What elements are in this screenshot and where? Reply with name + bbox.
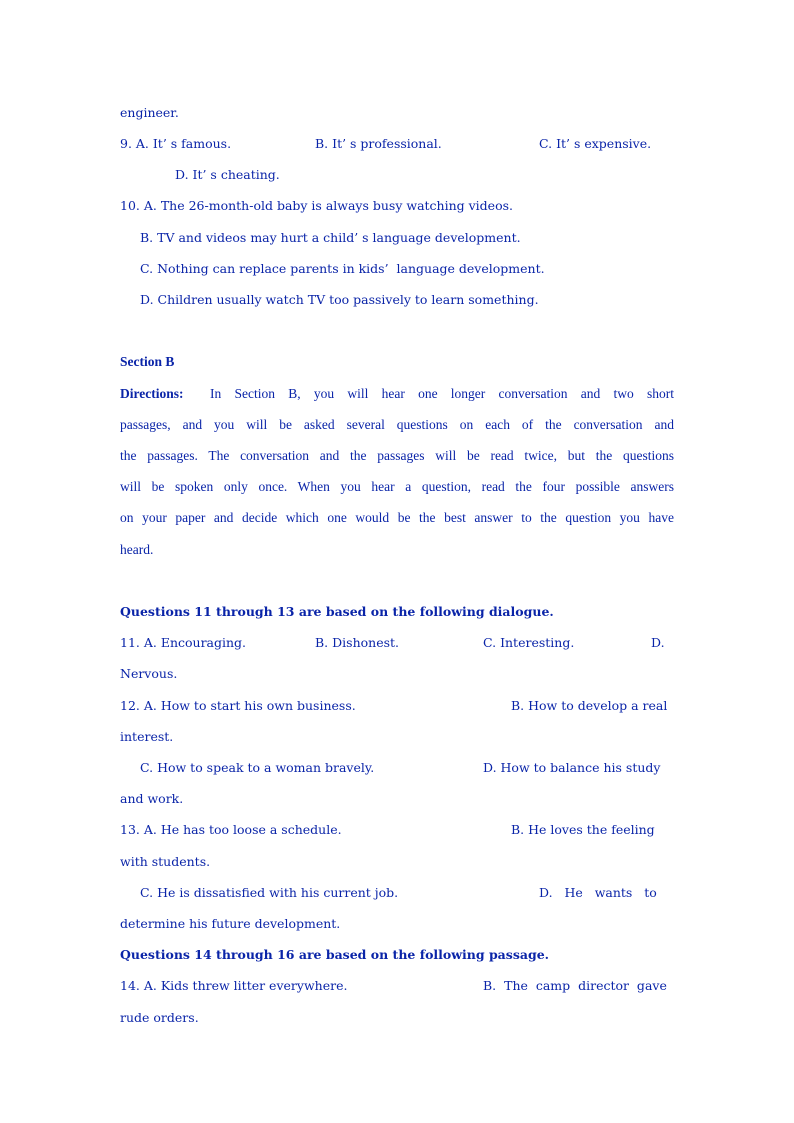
q12-option-b-cont: interest. xyxy=(120,729,174,744)
q13-option-d-cont: determine his future development. xyxy=(120,916,341,931)
q10-option-b: B. TV and videos may hurt a child’ s language development. xyxy=(140,230,521,245)
q13-option-b-cont: with students. xyxy=(120,854,211,869)
directions-line-4: will be spoken only once. When you hear a question, read the four possible answers xyxy=(120,479,674,494)
directions-text-1: In Section B, you will hear one longer conversation and two short xyxy=(210,386,674,401)
q8-continuation: engineer. xyxy=(120,105,179,120)
group-heading-14-16: Questions 14 through 16 are based on the following passage. xyxy=(120,947,550,962)
directions-line-2: passages, and you will be asked several questions on each of the conversation and xyxy=(120,417,674,432)
q14-option-b: B. The camp director gave xyxy=(483,978,667,993)
q12-option-a: 12. A. How to start his own business. xyxy=(120,698,356,713)
q11-option-c: C. Interesting. xyxy=(483,635,575,650)
q9-option-b: B. It’ s professional. xyxy=(315,136,442,151)
directions-label: Directions: xyxy=(120,386,184,401)
q10-option-d: D. Children usually watch TV too passively to learn something. xyxy=(140,292,539,307)
q14-option-b-cont: rude orders. xyxy=(120,1010,199,1025)
q10-option-a: 10. A. The 26-month-old baby is always busy watching videos. xyxy=(120,198,513,213)
q12-option-b: B. How to develop a real xyxy=(511,698,668,713)
q13-option-c: C. He is dissatisfied with his current job. xyxy=(140,885,399,900)
q10-option-c: C. Nothing can replace parents in kids’ language development. xyxy=(140,261,545,276)
q13-option-d: D. He wants to xyxy=(539,885,657,900)
directions-line-5: on your paper and decide which one would be the best answer to the question you have xyxy=(120,510,674,525)
q11-option-d: Nervous. xyxy=(120,666,178,681)
q14-option-a: 14. A. Kids threw litter everywhere. xyxy=(120,978,348,993)
q9-option-d: D. It’ s cheating. xyxy=(175,167,280,182)
q12-option-d: D. How to balance his study xyxy=(483,760,661,775)
group-heading-11-13: Questions 11 through 13 are based on the following dialogue. xyxy=(120,604,554,619)
q13-option-b: B. He loves the feeling xyxy=(511,822,655,837)
directions-line-6: heard. xyxy=(120,542,154,557)
directions-line-1 xyxy=(120,386,674,402)
q12-option-c: C. How to speak to a woman bravely. xyxy=(140,760,375,775)
q11-option-d-letter: D. xyxy=(651,635,665,650)
q11-option-b: B. Dishonest. xyxy=(315,635,400,650)
section-b-title: Section B xyxy=(120,354,175,369)
q13-option-a: 13. A. He has too loose a schedule. xyxy=(120,822,342,837)
q9-option-c: C. It’ s expensive. xyxy=(539,136,652,151)
directions-line-3: the passages. The conversation and the passages will be read twice, but the questions xyxy=(120,448,674,463)
q12-option-d-cont: and work. xyxy=(120,791,184,806)
q9-option-a: 9. A. It’ s famous. xyxy=(120,136,232,151)
q11-option-a: 11. A. Encouraging. xyxy=(120,635,247,650)
